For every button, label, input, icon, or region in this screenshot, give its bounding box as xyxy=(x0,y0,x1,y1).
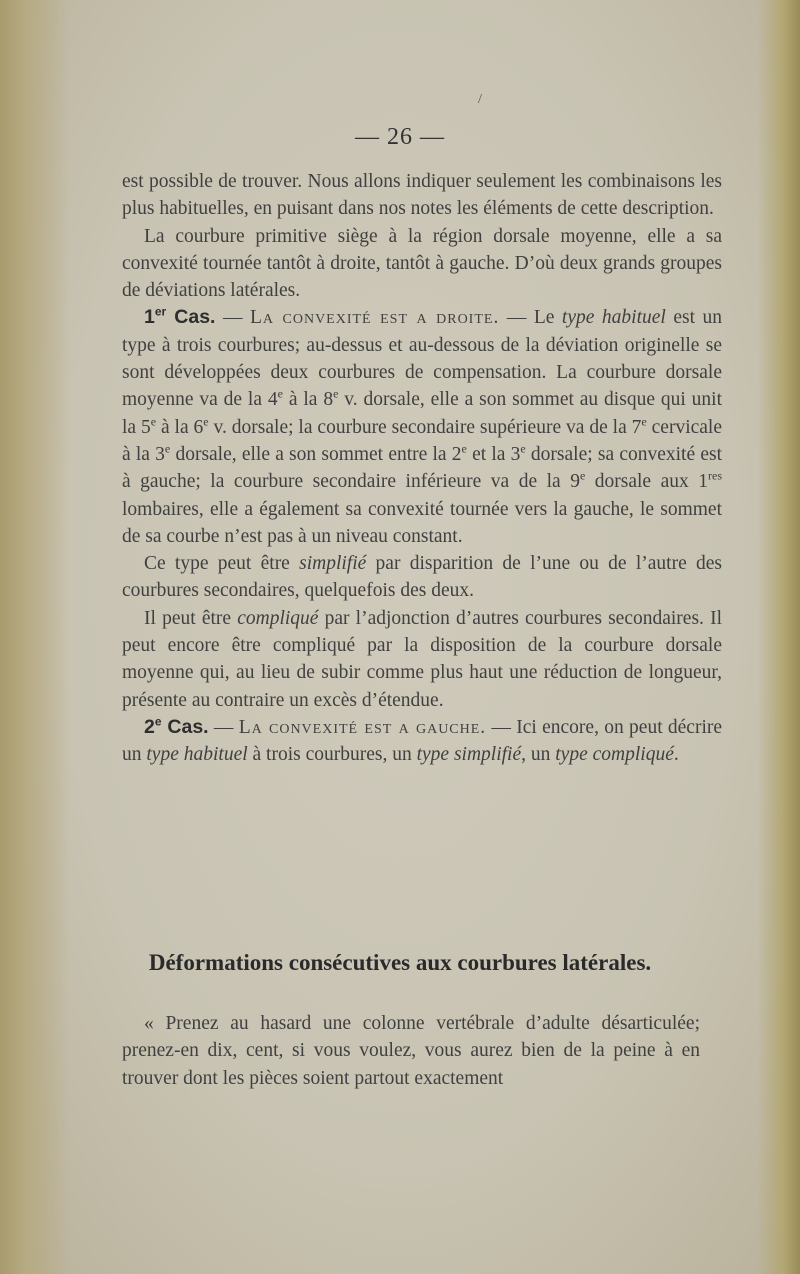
cas-1-heading: La convexité est a droite. xyxy=(249,307,500,329)
paragraph-type-simplifie: Ce type peut être simplifié par disparition de l’une ou de l’autre des courbures secondaires, quelquefois des deux. xyxy=(122,553,722,602)
type-habituel-term: type habituel xyxy=(561,307,666,329)
paragraph-courbure-primitive: La courbure primitive siège à la région dorsale moyenne, elle a sa convexité tournée tantôt à droite, tantôt à gauche. D’où deux grands groupes de déviations latérales. xyxy=(122,225,722,302)
paragraph-quote: « Prenez au hasard une colonne vertébrale d’adulte désarticulée; prenez-en dix, cent, si vous voulez, vous aurez bien de la peine à en trouver dont les pièces soient partout exactement xyxy=(122,1013,700,1089)
section-title: Déformations consécutives aux courbures latérales. xyxy=(148,950,652,975)
body-text-top xyxy=(122,168,722,769)
page-number: — 26 — xyxy=(355,124,445,150)
paragraph-continuation: est possible de trouver. Nous allons indiquer seulement les combinaisons les plus habituelles, en puisant dans nos notes les éléments de cette description. xyxy=(122,171,722,220)
cas-1-label: 1er Cas. xyxy=(144,304,216,329)
cas-2-heading: La convexité est a gauche. xyxy=(238,716,487,738)
corner-mark: / xyxy=(478,92,482,107)
paragraph-cas-2: 2e Cas. — La convexité est a gauche. — Ici encore, on peut décrire un type habituel à trois courbures, un type simplifié, un type compliqué. xyxy=(122,714,723,766)
paragraph-cas-1: 1er Cas. — La convexité est a droite. — Le type habituel est un type à trois courbures; au-dessus et au-dessous de la déviation originelle se sont développées deux courbures de compensation. La courbure dorsale moyenne va de la 4e à la 8e v. dorsale, elle a son sommet au disque qui unit la 5e à la 6e v. dorsale; la courbure secondaire supérieure va de la 7e cervicale à la 3e dorsale, elle a son sommet entre la 2e et la 3e dorsale; sa convexité est à gauche; la courbure secondaire inférieure va de la 9e dorsale aux 1res lombaires, elle a également sa convexité tournée vers la gauche, le sommet de sa courbe n’est pas à un niveau constant. xyxy=(122,304,723,547)
page-right-edge-stain xyxy=(758,0,800,1274)
page-left-edge-stain xyxy=(0,0,70,1274)
body-text-bottom xyxy=(122,1010,700,1092)
paragraph-type-complique: Il peut être compliqué par l’adjonction d’autres courbures secondaires. Il peut encore être compliqué par la disposition de la courbure dorsale moyenne qui, au lieu de subir comme plus haut une réduction de longueur, présente au contraire un excès d’étendue. xyxy=(122,607,722,711)
cas-2-label: 2e Cas. xyxy=(144,714,209,738)
